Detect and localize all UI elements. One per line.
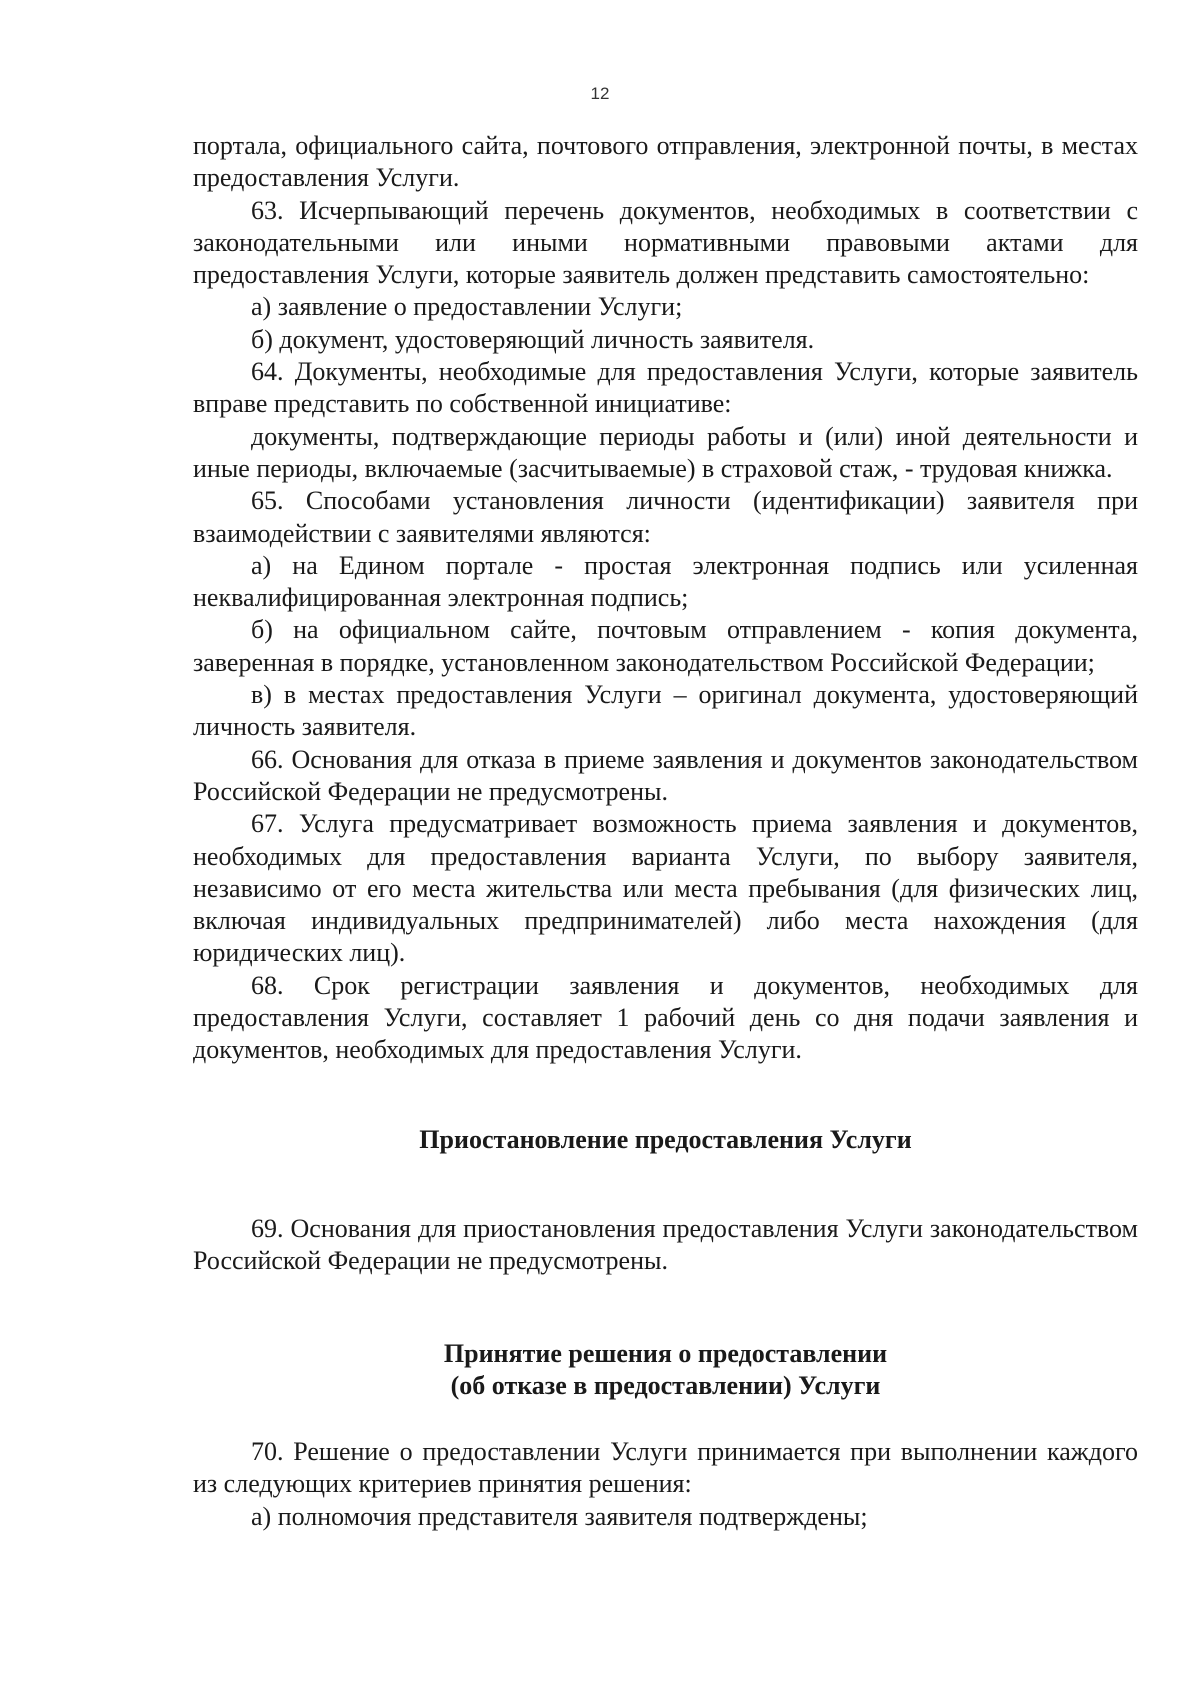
paragraph-p64: 64. Документы, необходимые для предоставления Услуги, которые заявитель вправе представить по собственной инициативе:: [193, 357, 1138, 419]
paragraph-p63: 63. Исчерпывающий перечень документов, необходимых в соответствии с законодательными или иными нормативными правовыми актами для предоставления Услуги, которые заявитель должен представить самостоятельно:: [193, 195, 1138, 290]
section-heading-decision: [193, 1338, 1138, 1403]
paragraph-p67: 67. Услуга предусматривает возможность приема заявления и документов, необходимых для предоставления варианта Услуги, по выбору заявителя, независимо от его места жительства или места пребывания (для физических лиц, включая индивидуальных предпринимателей) либо места нахождения (для юридических лиц).: [193, 809, 1138, 968]
paragraph-p66: 66. Основания для отказа в приеме заявления и документов законодательством Российской Федерации не предусмотрены.: [193, 744, 1138, 806]
paragraph-p65: 65. Способами установления личности (идентификации) заявителя при взаимодействии с заявителями являются:: [193, 486, 1138, 548]
section-heading-decision-line1: Принятие решения о предоставлении: [443, 1338, 888, 1368]
document-body: [193, 130, 1138, 1533]
paragraph-p68: 68. Срок регистрации заявления и документов, необходимых для предоставления Услуги, составляет 1 рабочий день со дня подачи заявления и документов, необходимых для предоставления Услуги.: [193, 970, 1138, 1065]
paragraph-p65a: а) на Едином портале - простая электронная подпись или усиленная неквалифицированная электронная подпись;: [193, 550, 1138, 613]
paragraph-p64a: документы, подтверждающие периоды работы и (или) иной деятельности и иные периоды, включаемые (засчитываемые) в страховой стаж, - трудовая книжка.: [193, 421, 1138, 483]
paragraph-p65c: в) в местах предоставления Услуги – оригинал документа, удостоверяющий личность заявителя.: [193, 680, 1138, 742]
paragraph-p63b: б) документ, удостоверяющий личность заявителя.: [251, 324, 815, 354]
section-heading-suspension: Приостановление предоставления Услуги: [419, 1124, 912, 1154]
paragraph-p0: портала, официального сайта, почтового отправления, электронной почты, в местах предоставления Услуги.: [193, 131, 1138, 193]
section-heading-decision-line2: (об отказе в предоставлении) Услуги: [450, 1370, 881, 1400]
paragraph-p63a: а) заявление о предоставлении Услуги;: [251, 292, 683, 322]
paragraph-69: 69. Основания для приостановления предоставления Услуги законодательством Российской Федерации не предусмотрены.: [193, 1213, 1138, 1276]
paragraph-p70: 70. Решение о предоставлении Услуги принимается при выполнении каждого из следующих критериев принятия решения:: [193, 1437, 1138, 1499]
page-number: 12: [590, 84, 610, 103]
paragraph-p65b: б) на официальном сайте, почтовым отправлением - копия документа, заверенная в порядке, установленном законодательством Российской Федерации;: [193, 615, 1138, 677]
bottom-paragraphs: [193, 1436, 1138, 1533]
top-paragraphs: [193, 130, 1138, 1067]
paragraph-p70a: а) полномочия представителя заявителя подтверждены;: [251, 1501, 868, 1531]
